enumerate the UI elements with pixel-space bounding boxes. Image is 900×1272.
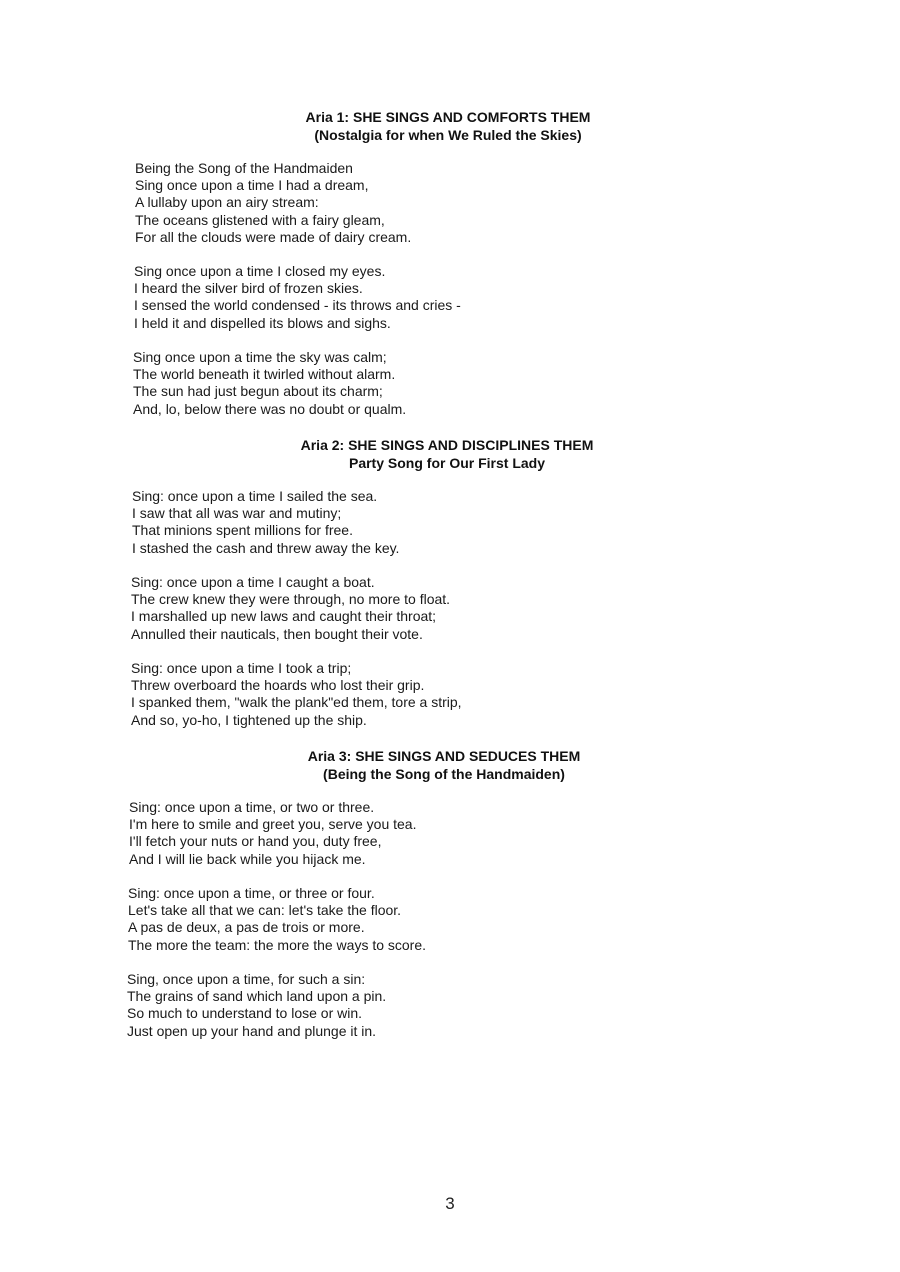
aria-1-heading [288,108,608,144]
aria-1-stanza-1 [135,160,411,246]
aria-2-title: Aria 2: SHE SINGS AND DISCIPLINES THEM [300,437,594,453]
verse-line: That minions spent millions for free. [132,522,353,539]
aria-1-subtitle: (Nostalgia for when We Ruled the Skies) [314,127,582,143]
verse-line: I spanked them, "walk the plank"ed them, tore a strip, [131,694,462,711]
aria-3-stanza-1 [129,799,417,868]
verse-line: Annulled their nauticals, then bought their vote. [131,625,423,642]
aria-3-stanza-2 [128,885,426,954]
verse-line: Threw overboard the hoards who lost their grip. [131,677,425,694]
verse-line: The more the team: the more the ways to score. [128,936,427,953]
verse-line: And so, yo-ho, I tightened up the ship. [131,711,367,728]
verse-line: For all the clouds were made of dairy cream. [135,228,412,245]
aria-2-subtitle: Party Song for Our First Lady [348,455,546,471]
verse-line: I held it and dispelled its blows and sighs. [134,314,391,331]
aria-1-stanza-2 [134,263,461,332]
verse-line: Let's take all that we can: let's take the floor. [128,902,402,919]
verse-line: Sing: once upon a time, or two or three. [129,799,375,815]
verse-line: Sing: once upon a time I sailed the sea. [132,488,378,504]
verse-line: Sing: once upon a time I took a trip; [131,660,352,676]
verse-line: I heard the silver bird of frozen skies. [134,280,363,297]
aria-3-subtitle: (Being the Song of the Handmaiden) [323,766,565,782]
verse-line: I'll fetch your nuts or hand you, duty free, [129,833,382,850]
verse-line: A pas de deux, a pas de trois or more. [128,919,365,936]
page-number: 3 [445,1194,455,1213]
aria-2-stanza-1 [132,488,399,557]
verse-line: Sing: once upon a time I caught a boat. [131,574,375,590]
verse-line: So much to understand to lose or win. [127,1005,363,1022]
verse-line: And I will lie back while you hijack me. [129,850,366,867]
verse-line: The world beneath it twirled without alarm. [133,366,396,383]
aria-2-stanza-3 [131,660,462,729]
aria-1-stanza-3 [133,349,406,418]
aria-1-title: Aria 1: SHE SINGS AND COMFORTS THEM [305,109,591,125]
verse-line: Being the Song of the Handmaiden [135,160,353,176]
verse-line: Sing once upon a time I had a dream, [135,177,369,194]
verse-line: The oceans glistened with a fairy gleam, [135,211,385,228]
verse-line: The crew knew they were through, no more to float. [131,591,451,608]
verse-line: A lullaby upon an airy stream: [135,194,319,211]
verse-line: I marshalled up new laws and caught their throat; [131,608,437,625]
aria-3-title: Aria 3: SHE SINGS AND SEDUCES THEM [307,748,581,764]
verse-line: And, lo, below there was no doubt or qualm. [133,400,407,417]
aria-2-stanza-2 [131,574,450,643]
aria-3-stanza-3 [127,971,386,1040]
aria-3-heading [284,747,604,783]
verse-line: The sun had just begun about its charm; [133,383,383,400]
verse-line: Sing once upon a time I closed my eyes. [134,263,386,279]
verse-line: The grains of sand which land upon a pin. [127,988,387,1005]
verse-line: Sing: once upon a time, or three or four. [128,885,375,901]
verse-line: Just open up your hand and plunge it in. [127,1022,377,1039]
aria-2-heading [287,436,607,472]
verse-line: I saw that all was war and mutiny; [132,505,342,522]
verse-line: I'm here to smile and greet you, serve you tea. [129,816,417,833]
verse-line: Sing once upon a time the sky was calm; [133,349,387,365]
verse-line: I sensed the world condensed - its throws and cries - [134,297,461,314]
verse-line: Sing, once upon a time, for such a sin: [127,971,366,987]
verse-line: I stashed the cash and threw away the key. [132,539,400,556]
